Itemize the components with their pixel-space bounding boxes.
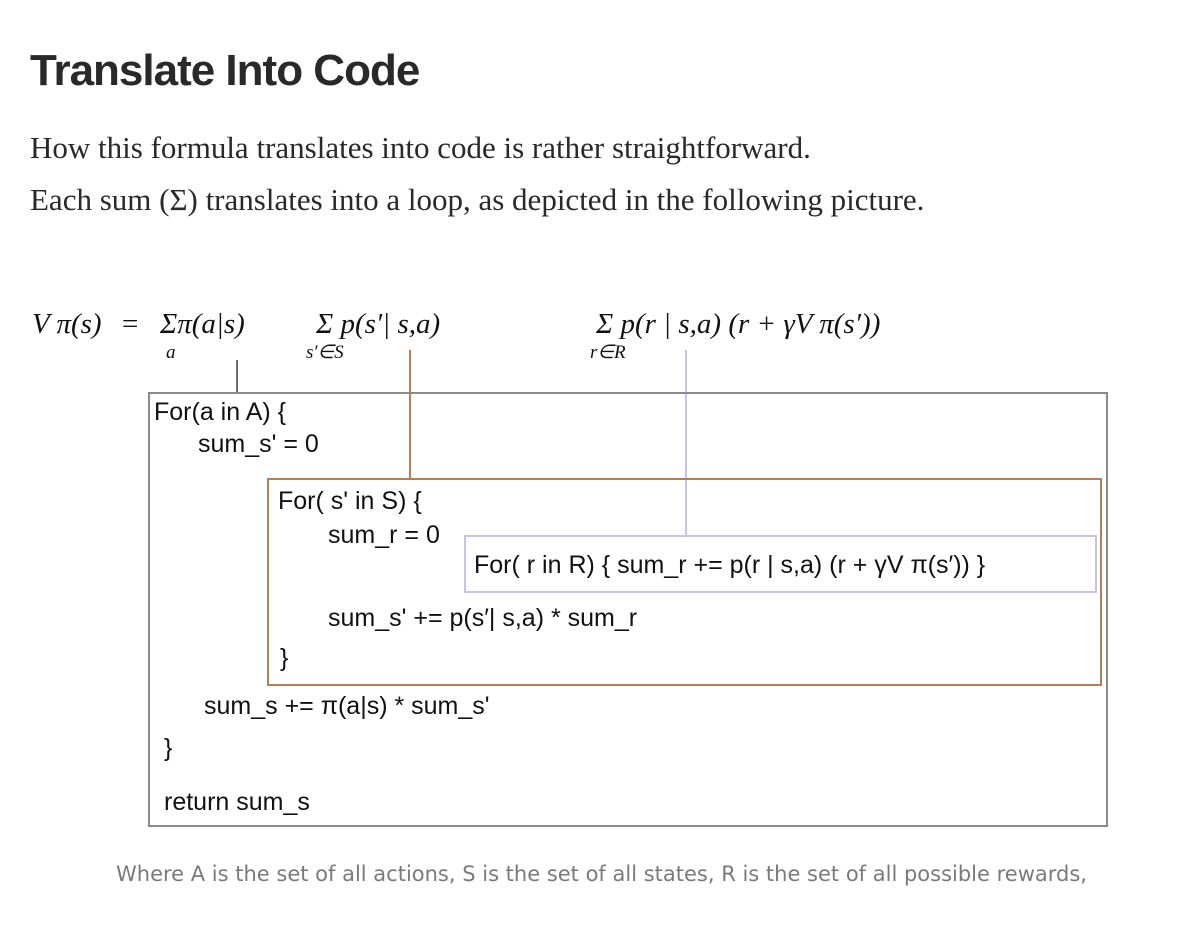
code-middle-close: } [280,644,289,672]
formula-equals: = [122,308,139,340]
formula-reward-term: Σ p(r | s,a) (r + γV π(s′)) [596,308,881,340]
formula-transition-subscript: s′∈S [306,342,344,363]
code-inner-loop: For( r in R) { sum_r += p(r | s,a) (r + γV π(s′)) } [474,551,986,579]
code-init-sum-s-prime: sum_s' = 0 [198,430,319,458]
formula-reward-subscript: r∈R [590,342,626,363]
figure-caption: Where A is the set of all actions, S is the set of all states, R is the set of all possible rewards, [116,862,1087,886]
paragraph-intro: How this formula translates into code is rather straightforward. [30,130,811,165]
code-init-sum-r: sum_r = 0 [328,521,440,549]
formula-transition-term: Σ p(s′| s,a) [316,308,441,340]
formula-to-code-figure [0,280,1200,840]
code-accumulate-s-prime: sum_s' += p(s′| s,a) * sum_r [328,604,638,632]
code-outer-loop: For(a in A) { [154,398,286,426]
formula-policy-term: Σπ(a|s) [160,308,245,340]
code-accumulate-s: sum_s += π(a|s) * sum_s' [204,692,490,720]
formula-policy-subscript: a [166,342,176,363]
section-heading: Translate Into Code [30,46,420,95]
paragraph-sum-loop: Each sum (Σ) translates into a loop, as depicted in the following picture. [30,182,925,217]
code-return: return sum_s [164,788,310,816]
code-middle-loop: For( s' in S) { [278,487,422,515]
code-outer-close: } [164,734,173,762]
formula-lhs: V π(s) [32,308,102,340]
